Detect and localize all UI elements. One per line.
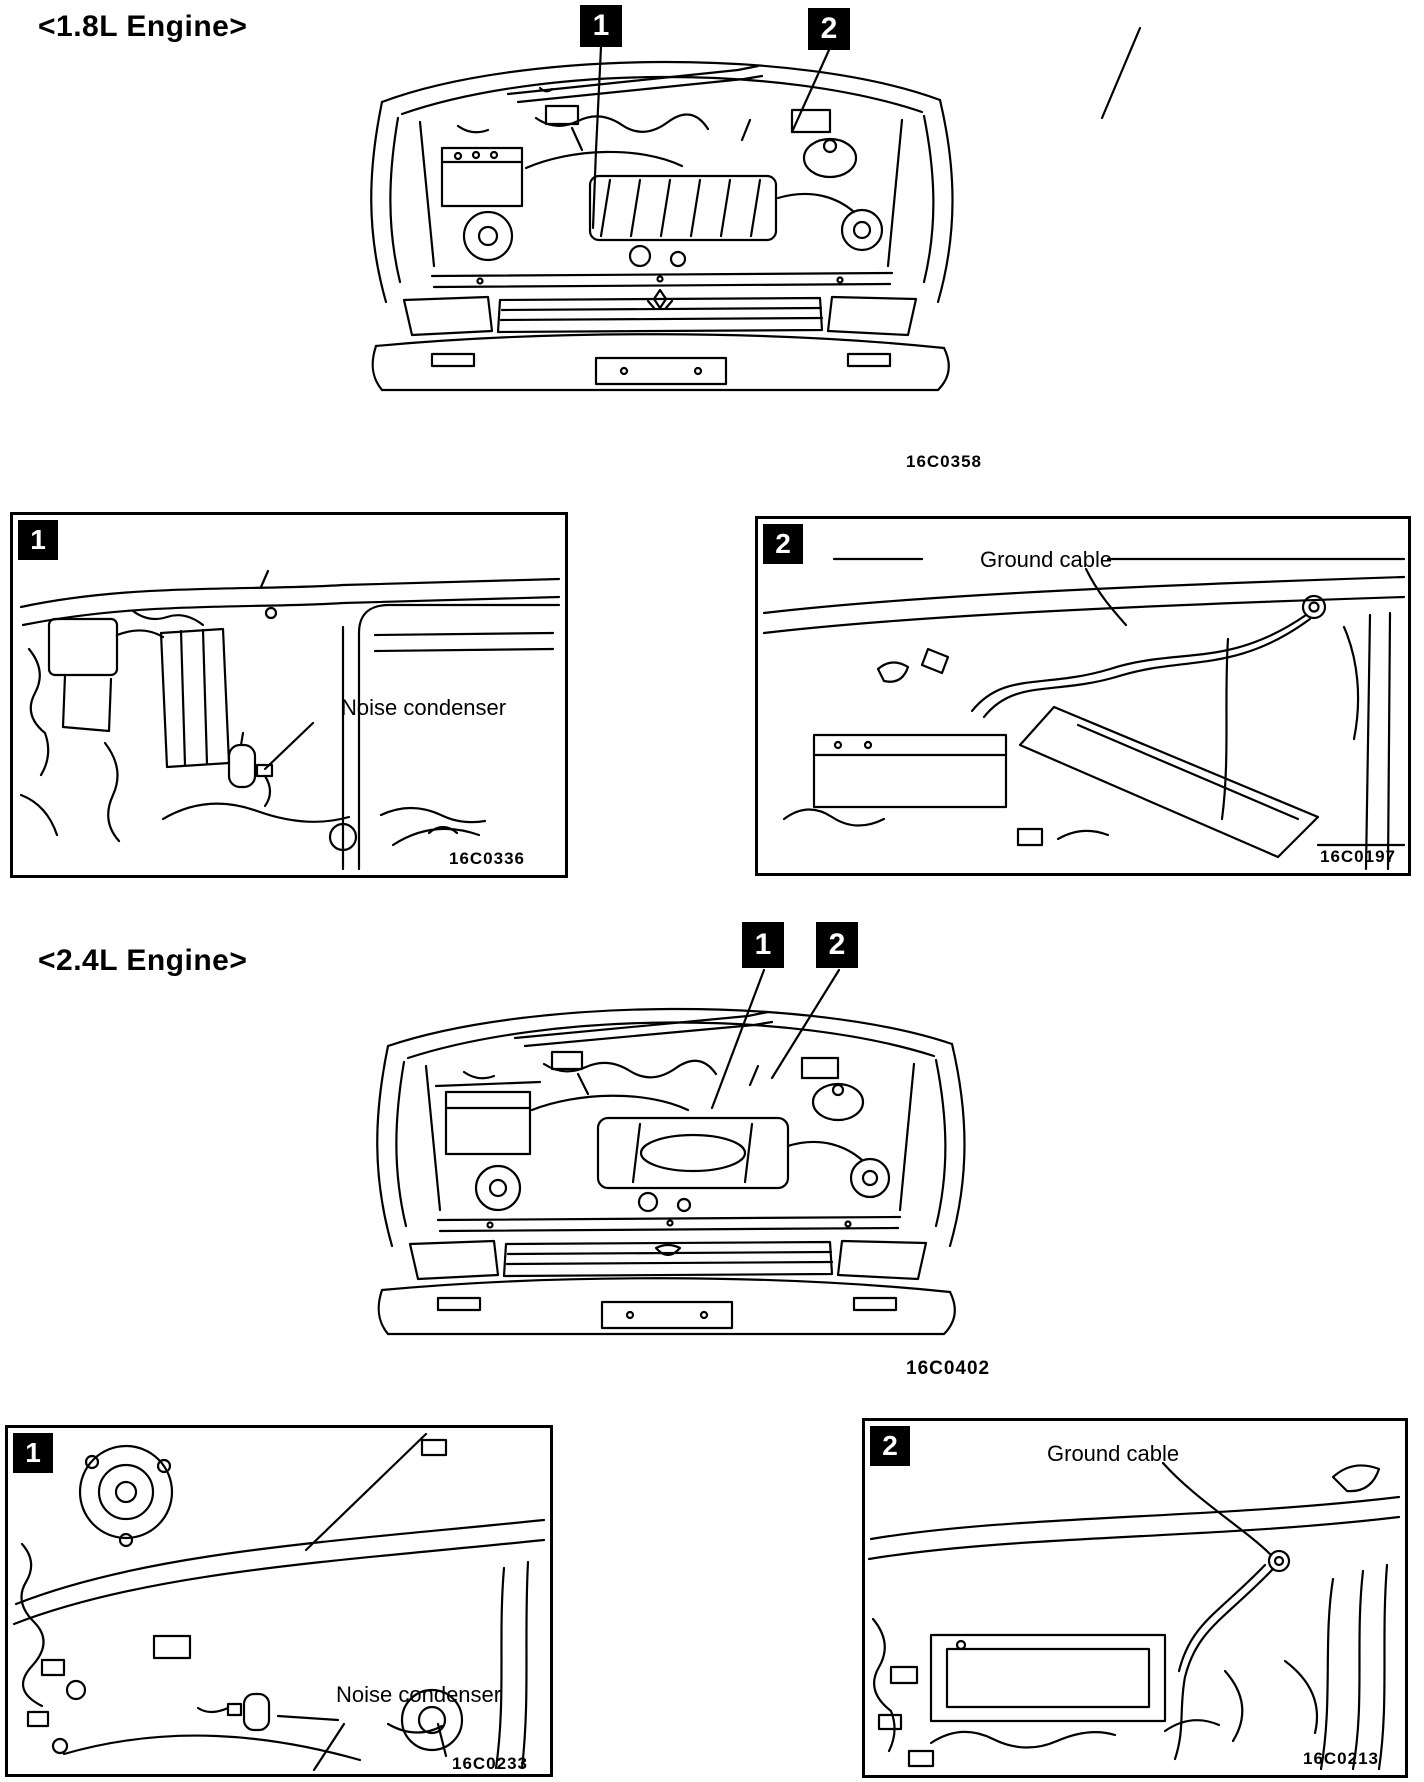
figure-code: 16C0336 bbox=[449, 849, 526, 868]
callout-1-leader-line bbox=[593, 47, 601, 228]
label-leader-line bbox=[1086, 569, 1126, 625]
label-leader-line bbox=[278, 1716, 338, 1720]
right-headlamp bbox=[838, 1241, 926, 1279]
license-pocket bbox=[602, 1302, 732, 1328]
detail-box-noise-condenser-1-8l bbox=[10, 512, 568, 878]
ground-cable-component bbox=[1175, 1551, 1289, 1759]
callout-2-marker: 2 bbox=[763, 524, 803, 564]
detail-box-ground-cable-2-4l bbox=[862, 1418, 1408, 1778]
battery bbox=[446, 1092, 530, 1154]
callout-1-marker-overview-1-8l: 1 bbox=[580, 5, 622, 47]
callout-2-marker: 2 bbox=[870, 1426, 910, 1466]
engine-cover bbox=[598, 1118, 788, 1188]
noise-condenser-detail-illustration-2-4l bbox=[8, 1428, 550, 1774]
callout-2-marker-overview-2-4l: 2 bbox=[816, 922, 858, 968]
figure-code: 16C0358 bbox=[906, 452, 983, 471]
callout-2-leader-line bbox=[792, 50, 829, 132]
hood-prop-rod bbox=[1102, 28, 1140, 118]
ground-cable-detail-illustration-2-4l bbox=[865, 1421, 1405, 1775]
figure-code: 16C0233 bbox=[452, 1754, 529, 1773]
callout-2-leader-line bbox=[772, 970, 839, 1078]
callout-1-marker-overview-2-4l: 1 bbox=[742, 922, 784, 968]
left-headlamp bbox=[410, 1241, 498, 1279]
strut-tower bbox=[80, 1446, 172, 1538]
label-leader-line bbox=[265, 723, 313, 769]
callout-1-marker: 1 bbox=[13, 1433, 53, 1473]
section-heading-1-8l: <1.8L Engine> bbox=[38, 10, 248, 43]
ring-terminal bbox=[1269, 1551, 1289, 1571]
figure-code: 16C0402 bbox=[906, 1358, 991, 1379]
callout-2-marker-overview-1-8l: 2 bbox=[808, 8, 850, 50]
noise-condenser-label: Noise condenser bbox=[341, 695, 507, 720]
ground-cable-component bbox=[972, 596, 1325, 717]
license-pocket bbox=[596, 358, 726, 384]
air-cleaner-box bbox=[814, 735, 1006, 807]
grille bbox=[498, 298, 822, 332]
right-headlamp bbox=[828, 297, 916, 335]
ground-cable-label: Ground cable bbox=[1047, 1441, 1180, 1466]
detail-box-ground-cable-1-8l bbox=[755, 516, 1411, 876]
grille bbox=[504, 1242, 832, 1276]
callout-1-marker: 1 bbox=[18, 520, 58, 560]
figure-code: 16C0197 bbox=[1320, 847, 1397, 866]
valve-cover bbox=[590, 176, 776, 240]
ground-cable-label: Ground cable bbox=[980, 547, 1113, 572]
section-heading-2-4l: <2.4L Engine> bbox=[38, 944, 248, 977]
figure-code: 16C0213 bbox=[1303, 1749, 1380, 1768]
callout-1-leader-line bbox=[712, 970, 764, 1108]
engine-bay-overview-illustration-2-4l bbox=[340, 950, 1000, 1350]
engine-bay-overview-illustration-1-8l bbox=[340, 0, 1180, 430]
noise-condenser-label: Noise condenser bbox=[336, 1682, 502, 1707]
left-headlamp bbox=[404, 297, 492, 335]
detail-box-noise-condenser-2-4l bbox=[5, 1425, 553, 1777]
ignition-coil bbox=[49, 619, 117, 675]
noise-condenser-component bbox=[198, 1694, 269, 1730]
